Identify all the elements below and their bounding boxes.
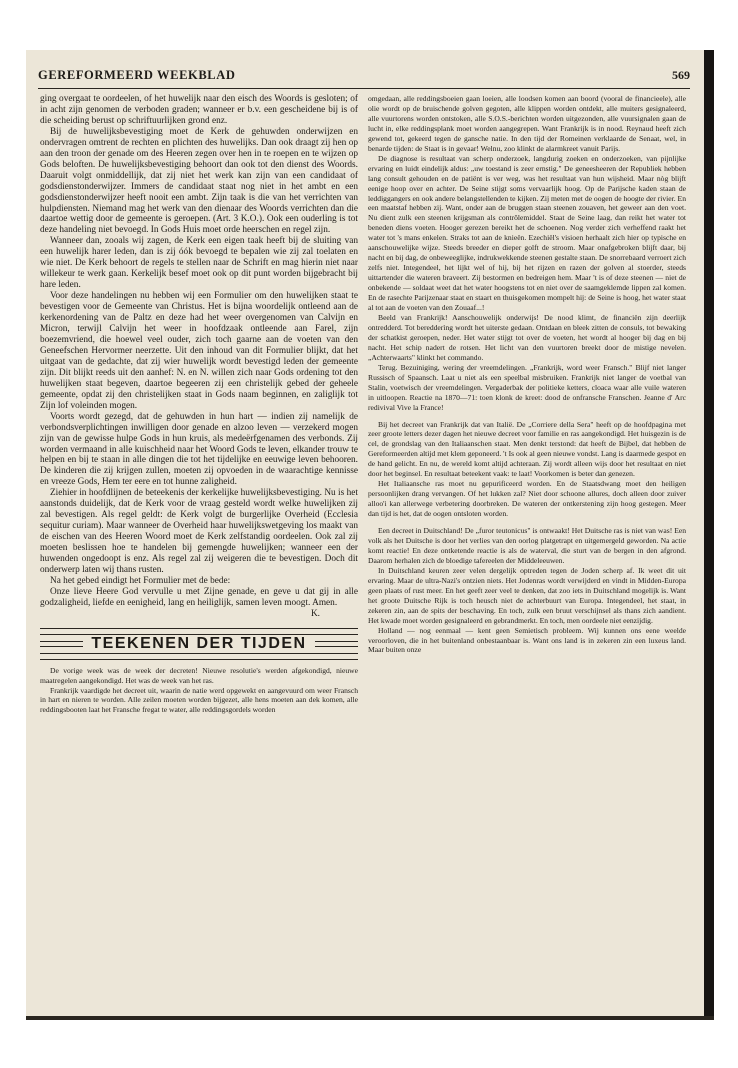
section-title: TEEKENEN DER TIJDEN (91, 634, 307, 652)
closing-blessing: Onze lieve Heere God vervulle u met Zijne genade, en geve u dat gij in alle godzaligheid, liefde en eenigheid, lang en heiliglijk, samen leven moogt. Amen. (40, 586, 358, 608)
section-divider (40, 653, 358, 660)
article-paragraph: Beeld van Frankrijk! Aanschouwelijk onderwijs! De nood klimt, de financiën zijn deerlijk ontredderd. Tot beredderìng wordt het uiterste gedaan. Ontdaan en bleek zitten de consuls, tot bewaking der schatkist geroepen, neder. Het water stijgt tot over de voeten, het wordt al hooger bij dag en bij nacht. Het schip nadert de rotsen. Het licht van den vuurtoren breekt door de mistige nevelen. „Achterwaarts" klinkt het commando. (368, 312, 686, 362)
running-title: GEREFORMEERD WEEKBLAD (38, 68, 236, 82)
page-edge-shadow (704, 50, 714, 1018)
article-paragraph: In Duitschland keuren zeer velen dergelijk optreden tegen de Joden scherp af. Ik weet dit uit ervaring. Maar de ultra-Nazi's ontzien niets. Het Jodenras wordt verwijderd en vindt in Midden-Europa geen plaats of rust meer. En het geeft zeer veel te denken, dat zoo iets in Duitschland mogelijk is. Want het groote Duitsche Rijk is toch heusch niet de achterbuurt van Europa. Integendeel, het staat, in zekeren zin, aan de spits der beschaving. En toch, zulk een bruut verschijnsel als thans zich aandient. Het kwade moet worden gesignaleerd en gebrandmerkt. En toch, men oordeele niet eenzijdig. (368, 565, 686, 625)
article-paragraph: De diagnose is resultaat van scherp onderzoek, langdurig zoeken en onderzoeken, van pijnlijke ervaring en luidt eindelijk aldus: „uw toestand is zeer ernstig." De geneesheeren der Republiek hebben lang consult gehouden en de patiënt is ver weg, was het resultaat van hun wijsheid. Maar nòg blijft eenige hoop over en achter. De Seine stijgt soms vervaarlijk hoog. Op de Parijsche kaden staan de leddiggangers en ook andere belangstellenden te kijken. Zij meten met de oogen de hoogte der rivier. En een maatstaf hebben zij. Want, onder aan de bruggen staan steenen zouaven, het geweer aan den voet. Nu dient zulk een steenen krijgsman als contrôlemiddel. Staat de Seine laag, dan reikt het water tot beneden diens voeten. Hooger gerezen bereikt het de schoenen. Nog verder zich verheffend raakt het water tot 's mans enkelen. Straks tot aan de knieën. Ezechiël's visioen herhaalt zich hier op typische en aanschouwelijke wijze. Steeds breeder en dieper golft de stroom. Maar onafgebroken blijft daar, bij nacht en bij dag, de onbeweeglijke, indrukwekkende steenen gestalte staan. De snorrebaard verroert zich zelfs niet. Integendeel, het lijkt wel of hij, bij het rijzen en razen der golven al stoerder, steeds uittartender die wateren braveert. Zij bestormen en bedreigen hem. Maar 't is of deze steenen — niet de onbekende — soldaat weet dat het water hoogstens tot en niet over de saamgeklemde lippen zal komen. En de rasechte Parijzenaar staat en staart en thuisgekomen mompelt hij: de Seine is hoog, het water staat al tot aan de voeten van den Zouaaf...! (368, 153, 686, 313)
left-column (40, 94, 358, 715)
article-paragraph: De vorige week was de week der decreten! Nieuwe resolutie's werden afgekondigd, nieuwe maatregelen aangekondigd. Het was de week van het ras. (40, 665, 358, 685)
page-bottom-edge (26, 1016, 714, 1020)
article-paragraph: Terug. Bezuiniging, wering der vreemdelingen. „Frankrijk, word weer Fransch." Blijf niet langer Russisch of Spaansch. Laat u niet als een speelbal misbruiken. Frankrijk niet langer de voetbal van Stalin, voetwisch der vreemdelingen. Vergaderbak der politieke ketters, cloaca waar alle vuile wateren in uitloopen. Reactie na 1870—71: toen klonk de kreet: dood de onfransche Franschen. Jeanne d' Arc redivival Vive la France! (368, 362, 686, 412)
article-paragraph: ging overgaat te oordeelen, of het huwelijk naar den eisch des Woords is gesloten; of in acht zijn genomen de verboden graden; wanneer er b.v. een gescheidene bij is of die scheiding berust op schriftuurlijken grond enz. (40, 94, 358, 126)
right-column (368, 94, 686, 655)
article-paragraph: Holland — nog eenmaal — kent geen Semietisch probleem. Wij kunnen ons eene weelde veroorloven, die in het buitenland onbestaanbaar is. Want ons land is in zekeren zin een luxeus land. Maar buiten onze (368, 625, 686, 655)
article-paragraph: Het Italiaansche ras moet nu gepurificeerd worden. En de Staatsdwang moet den heiligen persoonlijken drang vervangen. Of het lukken zal? Niet door schoone allures, doch alleen door zuiver alloo'i kan allerwege verbetering doorbreken. De wateren der ontkerstening zijn hoog gestegen. Meer dan tijd is het, dat de oogen ontsloten worden. (368, 479, 686, 519)
article-paragraph: omgedaan, alle reddingsboeien gaan loeien, alle loodsen komen aan boord (vooral de financieele), alle olie wordt op de bruischende golven gegoten, alle klippen worden ontdekt, alle muiters gesignaleerd, alle vuurtorens worden ontstoken, alle S.O.S.-berichten worden uitgezonden, alle vuursignalen gaan de lucht in, elke reddingsplank moet worden aangegrepen. Want Frankrijk is in nood. Reynaud heeft zich gewend tot, gekeerd tegen de gansche natie. In den tijd der Romeinen verklaarde de Senaat, wel, in benarde tijden: de Staat is in gevaar! Welnu, zoo klinkt de alarmkreet vanuit Parijs. (368, 94, 686, 153)
article-paragraph: Een decreet in Duitschland! De „furor teutonicus" is ontwaakt! Het Duitsche ras is niet van was! Een volk als het Duitsche is door het verlies van den oorlog platgetrapt en uitgemergeld geworden. Na actie komt reactie! En deze ontketende reactie is als de waterval, die sturt van de bergen in den afgrond. Daarom herhalen zich de bloedige tafereelen der Middeleeuwen. (368, 526, 686, 565)
section-divider (40, 628, 358, 635)
signature-row (40, 609, 358, 620)
article-paragraph: Frankrijk vaardigde het decreet uit, waarin de natie werd opgewekt en aangevuurd om weer Fransch in hart en nieren te worden. Alle zeilen moeten worden bijgezet, alle hens moeten aan dek komen, alle reddingsbooten laat het Fransche fregat te water, alle reddingsgordels worden (40, 685, 358, 715)
newspaper-page (26, 50, 712, 1018)
page-number: 569 (672, 68, 690, 82)
article-paragraph: Wanneer dan, zooals wij zagen, de Kerk een eigen taak heeft bij de sluiting van een huwelijk harer leden, dan is zij óók bevoegd te bepalen wie zij zal toelaten en wie niet. De Kerk behoort de regels te stellen naar de Schrift en mag hierin niet naar willekeur te werk gaan. Kerkelijk besef moet ook op dit punt worden bijgebracht bij hare leden. (40, 236, 358, 291)
heading-rule-right (315, 641, 358, 647)
section-heading-row (40, 634, 358, 652)
article-paragraph: Na het gebed eindigt het Formulier met de bede: (50, 575, 231, 586)
article-paragraph: Ziehier in hoofdlijnen de beteekenis der kerkelijke huwelijksbevestiging. Nu is het aanstonds duidelijk, dat de Kerk voor de vraag gesteld wordt welke huwelijken zij zal bevestigen. Als regel geldt: de Kerk volgt de burgerlijke Overheid (Ecclesia sequitur curiam). Maar wanneer de Overheid haar huwelijkswetgeving los maakt van de eischen van des Heeren Woord moet de Kerk zelfstandig oordeelen. Ook zal zij moeten beslissen hoe te handelen bij gemengde huwelijken; wanneer een der huwenden ongedoopt is enz. Als regel zal zij weigeren die te bevestigen. Doch dit onderwerp laten wij thans rusten. (40, 488, 358, 575)
article-paragraph: Voorts wordt gezegd, dat de gehuwden in hun hart — indien zij namelijk de verbondsverplichtingen inwilligen door genade en alzoo leven — verzekerd mogen zijn van de gewisse hulpe Gods in hun kruis, als medeërfgenamen des verbonds. Zij worden vermaand in alle kuischheid naar het Woord Gods te leven, elkander trouw te helpen en bij te staan in alle dingen die tot het tijdelijke en eeuwige leven behooren. De kinderen die zij krijgen zullen, moeten zij opvoeden in de waarachtige kennisse en vreeze Gods, Hem ter eere en tot hunne zaligheid. (40, 411, 358, 488)
author-signature: K. (310, 608, 320, 619)
article-paragraph: Bij het decreet van Frankrijk dat van Italië. De „Corriere della Sera" heeft op de hoofdpagina met zeer groote letters dezer dagen het nieuwe decreet voor familie en ras aangekondigd. Het huisgezin is de cel, de grondslag van den Italiaanschen staat. Men denkt terstond: dat heeft de Bijbel, dat hebben de Gereformeerden altijd met klem geponeerd. 't Is ook al geen nieuwe vondst. Lang is daarmede gespot en de hand gelicht. En nu, de wereld komt altijd achteraan. Zij wordt alleen wijs door het resultaat en niet door het beginsel. En resultaat beteekent vaak: te laat! Voorkomen is beter dan genezen. (368, 419, 686, 479)
closing-blessing-block (40, 587, 358, 609)
page-header (38, 64, 690, 89)
article-paragraph: Voor deze handelingen nu hebben wij een Formulier om den huwelijken staat te bevestigen voor de Gemeente van Christus. Het is bijna woordelijk ontleend aan de kerkenordening van de Paltz en deze had het weer overgenomen van Calvijn en Micron, terwijl Calvijn het weer in hoofdzaak ontleende aan Farel, zijn boezemvriend, die hoewel veel ouder, zich toch gaarne aan de voeten van den Geneefschen Hervormer neerzette. Uit den inhoud van dit Formulier blijkt, dat het uitgaat van de gedachte, dat zij wier huwelijk wordt bevestigd leden der gemeente zijn. Dit blijkt reeds uit den aanhef: N. en N. willen zich naar Gods ordening tot den huwelijken staat begeven, daartoe begeeren zij een christelijk gebed der geheele gemeente, opdat zij den christelijken staat in Gods naam beginnen, en zaliglijk tot Zijn lof voleinden mogen. (40, 291, 358, 411)
article-paragraph: Bij de huwelijksbevestiging moet de Kerk de gehuwden onderwijzen en ondervragen omtrent de rechten en plichten des huwelijks. Dan ook draagt zij hen op aan den troon der genade om des Heeren zegen over hen in te roepen en te wijzen op Gods beloften. De huwelijksbevestiging behoort dan ook tot den dienst des Woords. Daaruit volgt onmiddellijk, dat zij niet het werk kan zijn van een candidaat of godsdienstonderwijzer. Immers de candidaat staat nog niet in het ambt en een godsdienstonderwijzer heeft nooit een ambt. Zijn taak is die van het verrichten van hulpdiensten. Niemand mag het werk van den dienaar des Woords verrichten dan die daartoe wettig door de gemeente is geroepen. (Art. 3 K.O.). Ook een ouderling is tot deze handeling niet bevoegd. In Gods Huis moet orde heerschen en regel zijn. (40, 126, 358, 236)
heading-rule-left (40, 641, 83, 647)
